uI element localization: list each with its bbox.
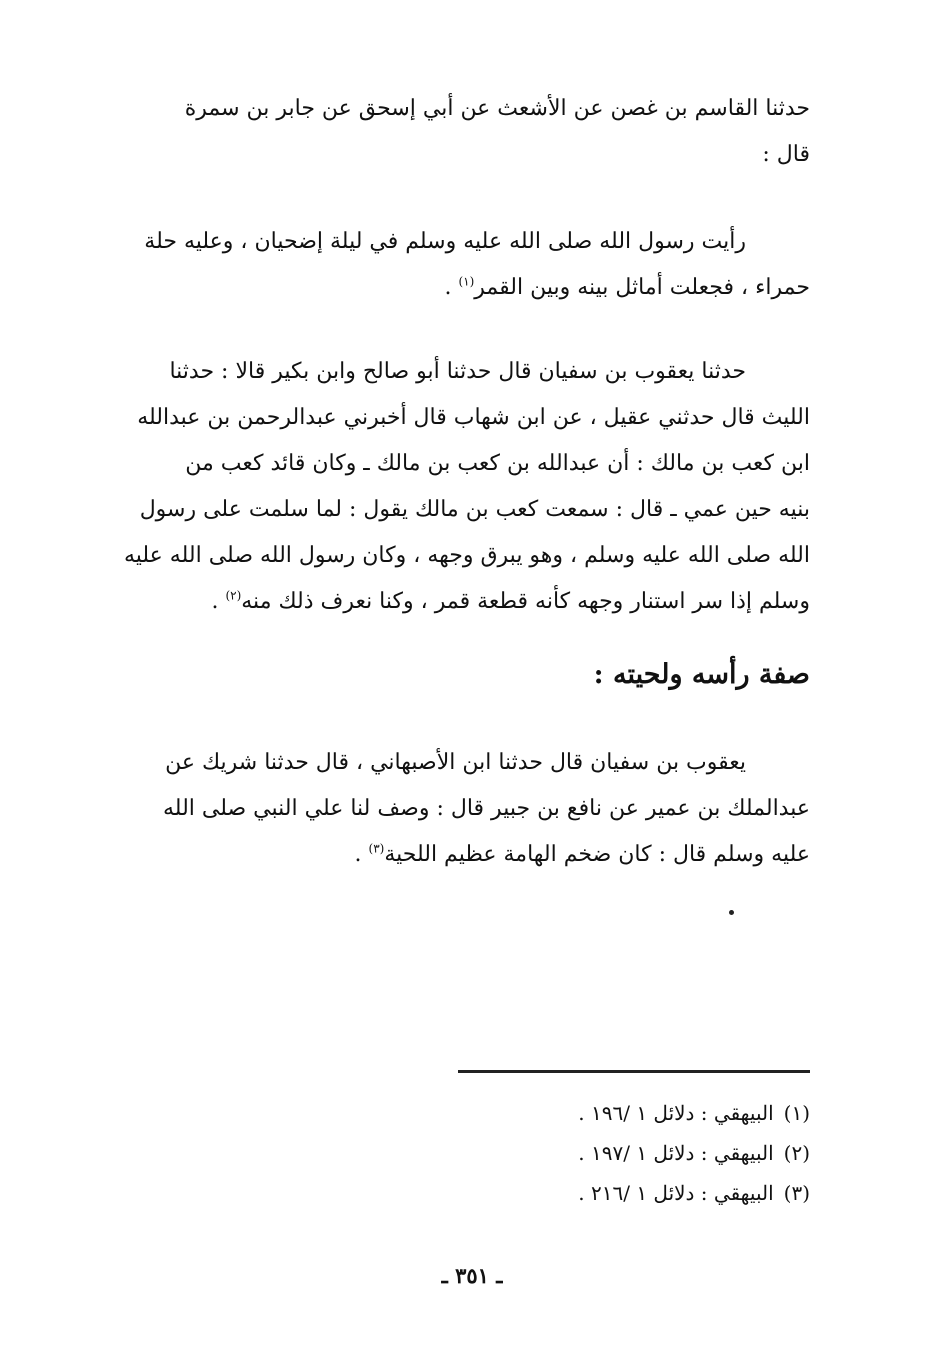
footnote-3-number: (٣) [783, 1181, 810, 1205]
page-number: ـ ٣٥١ ـ [441, 1263, 503, 1288]
paragraph-3-line-3: ابن كعب بن مالك : أن عبدالله بن كعب بن مالك ـ وكان قائد كعب من [185, 451, 810, 476]
footnote-separator [458, 1070, 810, 1073]
section-paragraph-line-1: يعقوب بن سفيان قال حدثنا ابن الأصبهاني ، قال حدثنا شريك عن [165, 750, 746, 775]
section-paragraph [110, 740, 810, 878]
footnote-2-text: البيهقي : دلائل ١ /١٩٧ . [578, 1141, 774, 1165]
section-paragraph-line-2: عبدالملك بن عمير عن نافع بن جبير قال : وصف لنا علي النبي صلى الله [163, 796, 810, 821]
paragraph-2 [110, 219, 810, 311]
paragraph-2-line-2 [110, 265, 810, 311]
footnote-marker-2: (٢) [225, 588, 242, 603]
footnote-marker-1: (١) [458, 274, 475, 289]
paragraph-2-line-2-text: حمراء ، فجعلت أماثل بينه وبين القمر [474, 275, 810, 300]
footnote-3-text: البيهقي : دلائل ١ /٢١٦ . [578, 1181, 774, 1205]
footnotes [110, 1093, 810, 1213]
section-paragraph-ending: . [354, 842, 369, 867]
paragraph-3-line-2: الليث قال حدثني عقيل ، عن ابن شهاب قال أخبرني عبدالرحمن بن عبدالله [137, 405, 810, 430]
paragraph-3-line-6-text: وسلم إذا سر استنار وجهه كأنه قطعة قمر ، وكنا نعرف ذلك منه [241, 589, 810, 614]
paragraph-1-line-2: قال : [762, 142, 810, 167]
footnote-1-text: البيهقي : دلائل ١ /١٩٦ . [578, 1101, 774, 1125]
footnote-3 [110, 1173, 810, 1213]
section-paragraph-line-3 [110, 832, 810, 878]
paragraph-1 [110, 86, 810, 178]
paragraph-3 [110, 349, 810, 625]
stray-dot [729, 910, 734, 915]
paragraph-3-line-4: بنيه حين عمي ـ قال : سمعت كعب بن مالك يقول : لما سلمت على رسول [139, 497, 810, 522]
paragraph-1-line-1: حدثنا القاسم بن غصن عن الأشعث عن أبي إسحق عن جابر بن سمرة [184, 96, 810, 121]
paragraph-3-line-5: الله صلى الله عليه وسلم ، وهو يبرق وجهه ، وكان رسول الله صلى الله عليه [123, 543, 810, 568]
section-heading: صفة رأسه ولحيته : [593, 659, 810, 690]
footnote-2 [110, 1133, 810, 1173]
footnote-1-number: (١) [783, 1101, 810, 1125]
paragraph-3-ending: . [211, 589, 226, 614]
paragraph-2-line-1: رأيت رسول الله صلى الله عليه وسلم في ليلة إضحيان ، وعليه حلة [144, 229, 746, 254]
paragraph-2-ending: . [444, 275, 459, 300]
paragraph-3-line-6 [110, 579, 810, 625]
footnote-2-number: (٢) [783, 1141, 810, 1165]
paragraph-3-line-1: حدثنا يعقوب بن سفيان قال حدثنا أبو صالح وابن بكير قالا : حدثنا [169, 359, 746, 384]
footnote-1 [110, 1093, 810, 1133]
footnote-marker-3: (٣) [368, 841, 385, 856]
section-paragraph-line-3-text: عليه وسلم قال : كان ضخم الهامة عظيم اللحية [384, 842, 810, 867]
